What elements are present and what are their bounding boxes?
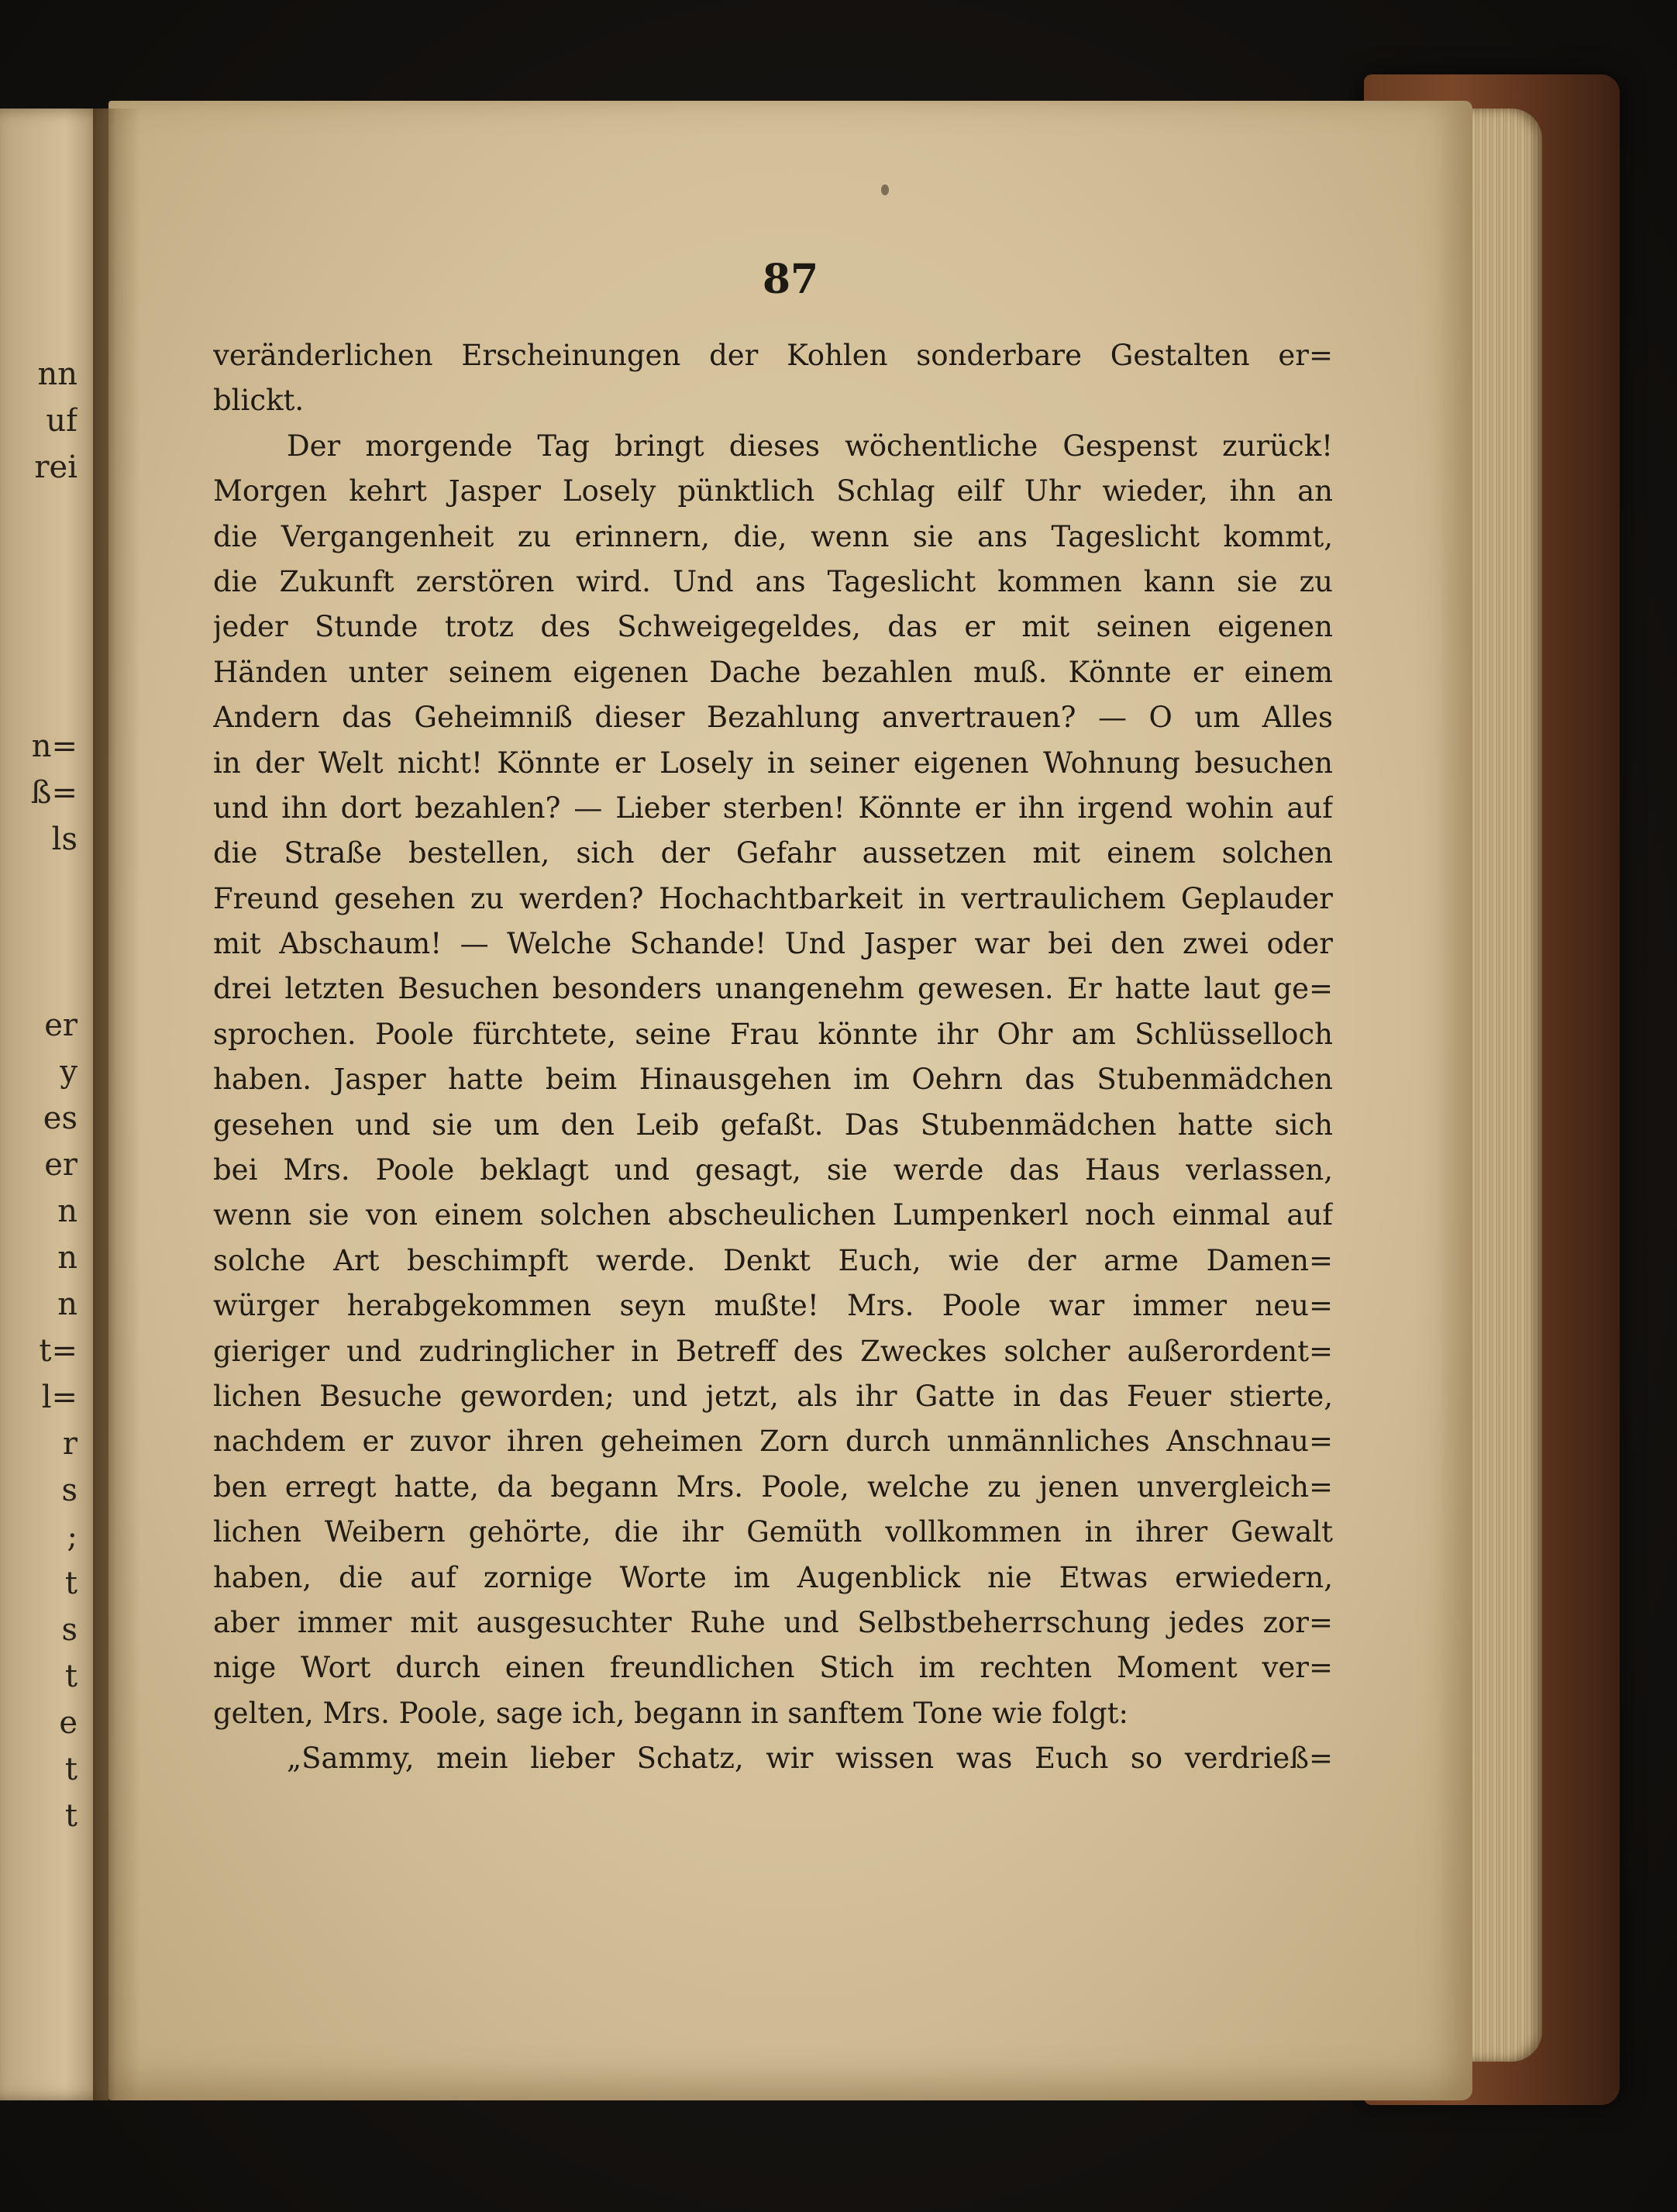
text-line: drei letzten Besuchen besonders unangenehm gewesen. Er hatte laut ge=	[213, 972, 1333, 1006]
left-page-fragment: t	[64, 1798, 77, 1834]
left-page-fragment: uf	[46, 403, 77, 439]
left-page-fragment: n	[57, 1287, 77, 1322]
left-page-fragment: s	[61, 1473, 77, 1508]
text-line: veränderlichen Erscheinungen der Kohlen sonderbare Gestalten er=	[213, 339, 1333, 372]
left-page-fragment: y	[60, 1054, 77, 1090]
text-line: die Zukunft zerstören wird. Und ans Tageslicht kommen kann sie zu	[213, 564, 1333, 598]
left-page-fragment: n	[57, 1240, 77, 1276]
text-line: haben, die auf zornige Worte im Augenblick nie Etwas erwiedern,	[213, 1560, 1333, 1594]
left-page-fragment: es	[43, 1101, 77, 1136]
text-line: Andern das Geheimniß dieser Bezahlung anvertrauen? — O um Alles	[213, 701, 1333, 735]
left-page-fragment: t=	[39, 1333, 77, 1369]
left-page-fragment: t	[64, 1659, 77, 1694]
text-line: jeder Stunde trotz des Schweigegeldes, das er mit seinen eigenen	[213, 610, 1333, 644]
left-facing-page	[0, 109, 108, 2100]
left-page-fragment: r	[62, 1426, 77, 1462]
left-page-fragment: ß=	[30, 775, 77, 811]
left-page-fragment: er	[44, 1008, 77, 1043]
text-line: in der Welt nicht! Könnte er Losely in seiner eigenen Wohnung besuchen	[213, 746, 1333, 780]
text-line: nige Wort durch einen freundlichen Stich im rechten Moment ver=	[213, 1651, 1333, 1685]
text-line: gelten, Mrs. Poole, sage ich, begann in sanftem Tone wie folgt:	[213, 1696, 1129, 1730]
left-page-fragment: n=	[31, 729, 77, 764]
text-line: sprochen. Poole fürchtete, seine Frau könnte ihr Ohr am Schlüsselloch	[213, 1017, 1333, 1051]
text-line: würger herabgekommen seyn mußte! Mrs. Poole war immer neu=	[213, 1289, 1333, 1323]
left-page-fragment: er	[44, 1147, 77, 1183]
text-line: aber immer mit ausgesuchter Ruhe und Selbstbeherrschung jedes zor=	[213, 1605, 1333, 1639]
main-page	[108, 101, 1472, 2100]
text-line: Freund gesehen zu werden? Hochachtbarkeit in vertraulichem Geplauder	[213, 881, 1333, 915]
left-page-fragment: t	[64, 1752, 77, 1787]
text-line: gieriger und zudringlicher in Betreff des Zweckes solcher außerordent=	[213, 1334, 1333, 1368]
text-line: nachdem er zuvor ihren geheimen Zorn durch unmännliches Anschnau=	[213, 1425, 1333, 1459]
left-page-fragment: l=	[41, 1380, 77, 1415]
text-line: blickt.	[213, 384, 305, 418]
left-page-fragment: ls	[51, 822, 77, 857]
text-line: ben erregt hatte, da begann Mrs. Poole, welche zu jenen unvergleich=	[213, 1469, 1333, 1504]
left-page-fragment: n	[57, 1194, 77, 1229]
text-line: haben. Jasper hatte beim Hinausgehen im Oehrn das Stubenmädchen	[213, 1063, 1333, 1097]
text-line: bei Mrs. Poole beklagt und gesagt, sie werde das Haus verlassen,	[213, 1153, 1333, 1187]
left-page-fragment: t	[64, 1566, 77, 1601]
left-page-fragment: rei	[34, 450, 77, 485]
text-line: Morgen kehrt Jasper Losely pünktlich Schlag eilf Uhr wieder, ihn an	[213, 474, 1333, 508]
page-number: 87	[762, 256, 819, 303]
body-text	[213, 333, 1333, 1782]
text-line: solche Art beschimpft werde. Denkt Euch, wie der arme Damen=	[213, 1243, 1333, 1277]
text-line: lichen Besuche geworden; und jetzt, als ihr Gatte in das Feuer stierte,	[213, 1379, 1333, 1413]
left-page-fragment: e	[59, 1705, 77, 1741]
left-page-fragment: s	[61, 1612, 77, 1648]
text-line: die Vergangenheit zu erinnern, die, wenn sie ans Tageslicht kommt,	[213, 519, 1333, 553]
text-line: „Sammy, mein lieber Schatz, wir wissen was Euch so verdrieß=	[287, 1742, 1333, 1776]
ink-blot	[881, 184, 889, 195]
text-line: Der morgende Tag bringt dieses wöchentliche Gespenst zurück!	[287, 429, 1333, 463]
text-line: Händen unter seinem eigenen Dache bezahlen muß. Könnte er einem	[213, 655, 1333, 689]
left-page-fragment: nn	[37, 357, 77, 392]
text-line: und ihn dort bezahlen? — Lieber sterben! Könnte er ihn irgend wohin auf	[213, 791, 1333, 825]
text-line: lichen Weibern gehörte, die ihr Gemüth vollkommen in ihrer Gewalt	[213, 1515, 1333, 1549]
text-line: wenn sie von einem solchen abscheulichen Lumpenkerl noch einmal auf	[213, 1198, 1333, 1232]
left-page-fragment: ;	[67, 1519, 77, 1555]
text-line: die Straße bestellen, sich der Gefahr aussetzen mit einem solchen	[213, 836, 1333, 870]
gutter-shadow	[93, 109, 139, 2100]
text-line: gesehen und sie um den Leib gefaßt. Das Stubenmädchen hatte sich	[213, 1108, 1333, 1142]
text-line: mit Abschaum! — Welche Schande! Und Jasper war bei den zwei oder	[213, 927, 1333, 961]
